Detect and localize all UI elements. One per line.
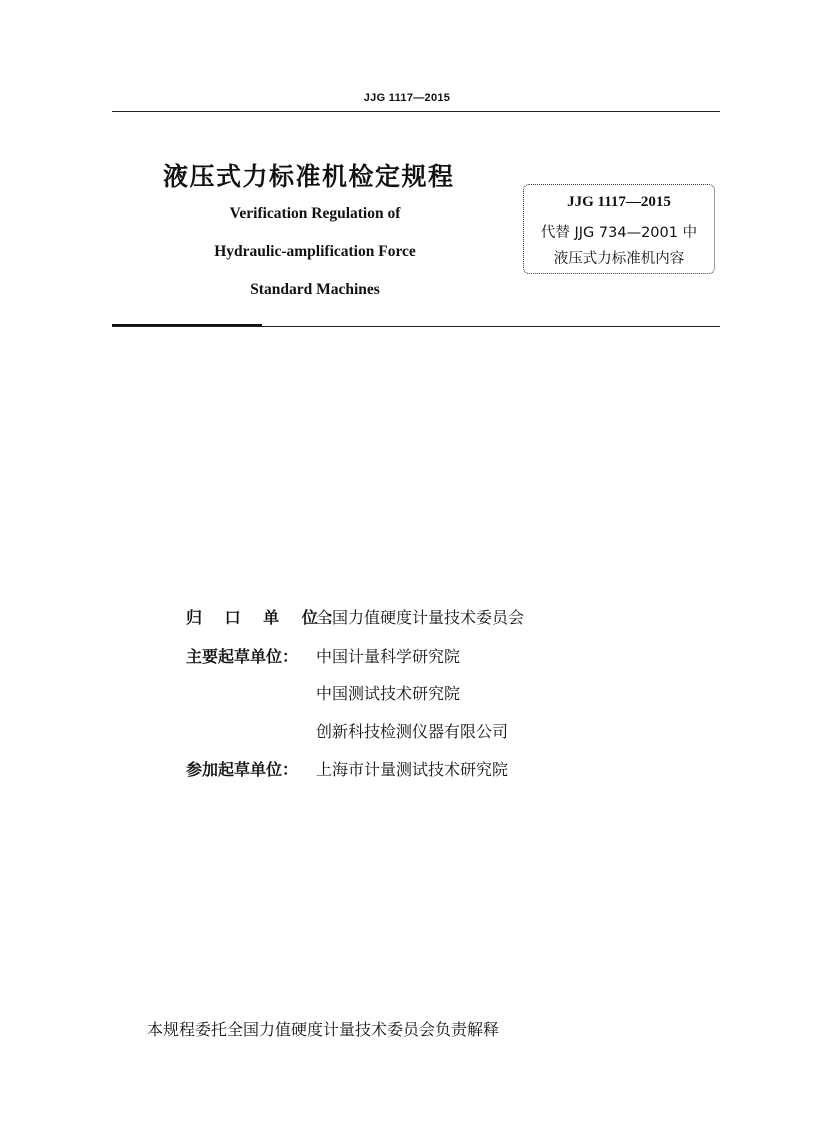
replacement-supersedes: 代替 JJG 734—2001 中: [540, 225, 698, 241]
title-rule: [112, 326, 720, 327]
header-rule: [112, 111, 720, 112]
responsible-unit-value: 全国力值硬度计量技术委员会: [316, 608, 525, 627]
responsible-unit-label: 归 口 单 位：: [186, 608, 351, 627]
title-chinese: 液压式力标准机检定规程: [163, 162, 455, 191]
participating-drafting-label: 参加起草单位：: [186, 760, 299, 779]
main-drafting-label: 主要起草单位：: [186, 647, 299, 666]
main-drafting-unit-1: 中国计量科学研究院: [316, 647, 461, 666]
title-english-line-3: Standard Machines: [250, 281, 380, 298]
running-header-code: JJG 1117—2015: [363, 92, 451, 104]
title-english-line-1: Verification Regulation of: [229, 205, 401, 222]
participating-drafting-value: 上海市计量测试技术研究院: [316, 760, 509, 779]
interpretation-note: 本规程委托全国力值硬度计量技术委员会负责解释: [147, 1020, 500, 1039]
replacement-box: [523, 184, 715, 274]
main-drafting-unit-3: 创新科技检测仪器有限公司: [316, 722, 509, 741]
replacement-scope: 液压式力标准机内容: [553, 251, 685, 267]
title-english-line-2: Hydraulic-amplification Force: [214, 243, 416, 260]
main-drafting-unit-2: 中国测试技术研究院: [316, 684, 461, 703]
replacement-code: JJG 1117—2015: [567, 194, 671, 210]
